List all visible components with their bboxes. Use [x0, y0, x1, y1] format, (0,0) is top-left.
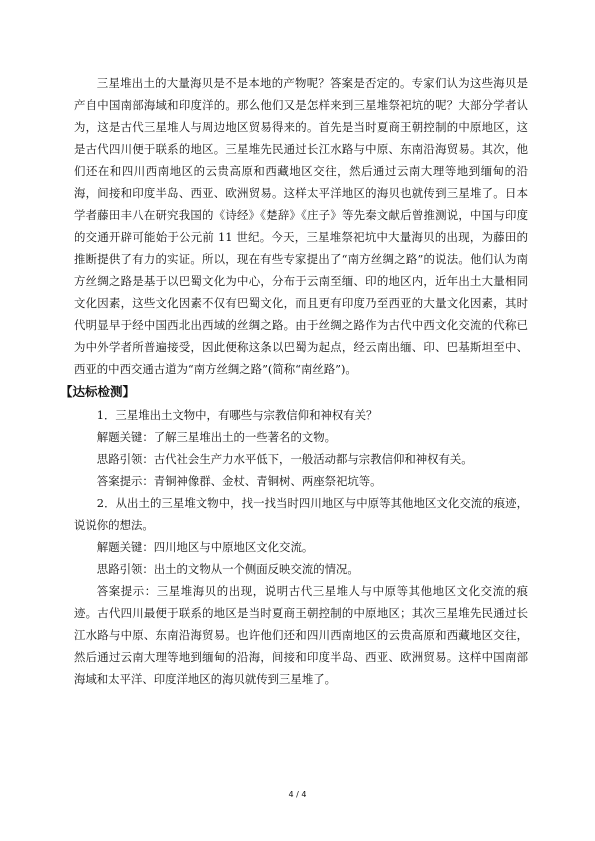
question-text: 2．从出土的三星堆文物中，找一找当时四川地区与中原等其他地区文化交流的痕迹，说说你的想法。: [74, 496, 528, 532]
answer-hint: 答案提示：青铜神像群、金杖、青铜树、两座祭祀坑等。: [96, 474, 382, 488]
solution-hint: 思路引领：出土的文物从一个侧面反映交流的情况。: [96, 562, 359, 576]
section-title: 【达标检测】: [60, 384, 136, 399]
page-number: 4 / 4: [288, 790, 307, 799]
question-text: 1．三星堆出土文物中，有哪些与宗教信仰和神权有关？: [96, 408, 378, 422]
solution-key: 解题关键：了解三星堆出土的一些著名的文物。: [96, 430, 337, 444]
question-block: [74, 404, 528, 492]
passage-paragraph: 三星堆出土的大量海贝是不是本地的产物呢？答案是否定的。专家们认为这些海贝是产自中国南部海域和印度洋的。那么他们又是怎样来到三星堆祭祀坑的呢？大部分学者认为，这是古代三星堆人与周边地区贸易得来的。首先是当时夏商王朝控制的中原地区，这是古代四川便于联系的地区。三星堆先民通过长江水路与中原、东南沿海贸易。其次，他们还在和四川西南地区的云贵高原和西藏地区交往，然后通过云南大理等地到缅甸的沿海，间接和印度半岛、西亚、欧洲贸易。这样太平洋地区的海贝也就传到三星堆了。日本学者藤田丰八在研究我国的《诗经》《楚辞》《庄子》等先秦文献后曾推测说，中国与印度的交通开辟可能始于公元前 11 世纪。今天，三星堆祭祀坑中大量海贝的出现，为藤田的推断提供了有力的实证。所以，现在有些专家提出了“南方丝绸之路”的说法。他们认为南方丝绸之路是基于以巴蜀文化为中心，分布于云南至缅、印的地区内，近年出土大量相同文化因素，这些文化因素不仅有巴蜀文化，而且更有印度乃至西亚的大量文化因素，其时代明显早于经中国西北出西域的丝绸之路。由于丝绸之路作为古代中西文化交流的代称已为中外学者所普遍接受，因此便称这条以巴蜀为起点，经云南出缅、印、巴基斯坦至中、西亚的中西交通古道为“南方丝绸之路”(简称“南丝路”)。: [74, 76, 528, 376]
solution-key: 解题关键：四川地区与中原地区文化交流。: [96, 540, 314, 554]
page-content: [60, 72, 528, 690]
answer-hint: 答案提示：三星堆海贝的出现，说明古代三星堆人与中原等其他地区文化交流的痕迹。古代四川最便于联系的地区是当时夏商王朝控制的中原地区；其次三星堆先民通过长江水路与中原、东南沿海贸易。也许他们还和四川西南地区的云贵高原和西藏地区交往，然后通过云南大理等地到缅甸的沿海，间接和印度半岛、西亚、欧洲贸易。这样中国南部海域和太平洋、印度洋地区的海贝就传到三星堆了。: [74, 584, 528, 686]
question-block: [74, 492, 528, 690]
solution-hint: 思路引领：古代社会生产力水平低下，一般活动都与宗教信仰和神权有关。: [96, 452, 473, 466]
